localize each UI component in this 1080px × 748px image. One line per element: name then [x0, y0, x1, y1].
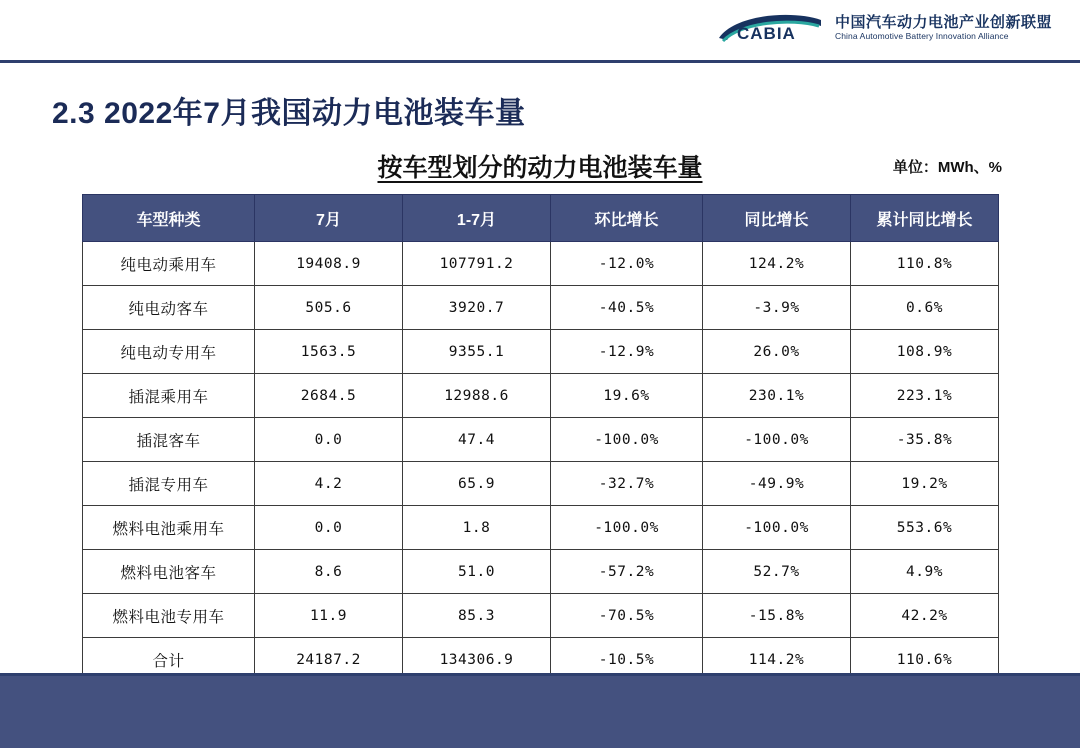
- cell-mom: 19.6%: [551, 374, 703, 418]
- cell-jan-jul: 1.8: [403, 506, 551, 550]
- cell-yoy: -100.0%: [703, 506, 851, 550]
- cell-cumulative: 19.2%: [851, 462, 999, 506]
- brand-logo: [715, 8, 1052, 48]
- table-row: [83, 242, 999, 286]
- column-header-yoy-growth: 同比增长: [703, 195, 851, 242]
- cell-cumulative: 42.2%: [851, 594, 999, 638]
- org-name-en: China Automotive Battery Innovation Alliance: [834, 30, 1009, 41]
- cell-vehicle-type: 纯电动专用车: [83, 330, 255, 374]
- cell-july: 19408.9: [255, 242, 403, 286]
- cell-mom: -100.0%: [551, 418, 703, 462]
- cell-yoy: -3.9%: [703, 286, 851, 330]
- cell-jan-jul: 134306.9: [403, 638, 551, 682]
- cell-vehicle-type: 燃料电池乘用车: [83, 506, 255, 550]
- cell-yoy: -15.8%: [703, 594, 851, 638]
- cell-july: 11.9: [255, 594, 403, 638]
- svg-text:CABIA: CABIA: [736, 24, 796, 43]
- column-header-jan-jul: 1-7月: [403, 195, 551, 242]
- cell-yoy: 52.7%: [703, 550, 851, 594]
- cell-mom: -100.0%: [551, 506, 703, 550]
- cell-jan-jul: 9355.1: [403, 330, 551, 374]
- brand-text: [835, 14, 1052, 41]
- cell-mom: -12.9%: [551, 330, 703, 374]
- footer-band: [0, 676, 1080, 748]
- cell-yoy: 230.1%: [703, 374, 851, 418]
- cell-jan-jul: 107791.2: [403, 242, 551, 286]
- table-row: [83, 594, 999, 638]
- cell-vehicle-type: 插混乘用车: [83, 374, 255, 418]
- org-name-cn: 中国汽车动力电池产业创新联盟: [834, 14, 1052, 32]
- cell-vehicle-type: 合计: [83, 638, 255, 682]
- cell-jan-jul: 85.3: [403, 594, 551, 638]
- cell-jan-jul: 3920.7: [403, 286, 551, 330]
- cell-vehicle-type: 插混客车: [83, 418, 255, 462]
- battery-installation-table: [82, 194, 998, 682]
- cell-vehicle-type: 纯电动客车: [83, 286, 255, 330]
- cell-vehicle-type: 插混专用车: [83, 462, 255, 506]
- cell-jan-jul: 12988.6: [403, 374, 551, 418]
- cabia-logo-icon: [715, 8, 825, 48]
- cell-cumulative: 110.6%: [851, 638, 999, 682]
- table-row: [83, 330, 999, 374]
- cell-jan-jul: 65.9: [403, 462, 551, 506]
- section-subtitle: 按车型划分的动力电池装车量: [377, 154, 703, 182]
- cell-cumulative: 0.6%: [851, 286, 999, 330]
- cell-vehicle-type: 燃料电池客车: [83, 550, 255, 594]
- cell-mom: -40.5%: [551, 286, 703, 330]
- cell-cumulative: 108.9%: [851, 330, 999, 374]
- cell-yoy: -100.0%: [703, 418, 851, 462]
- cell-yoy: 26.0%: [703, 330, 851, 374]
- cell-july: 4.2: [255, 462, 403, 506]
- cell-mom: -70.5%: [551, 594, 703, 638]
- cell-july: 505.6: [255, 286, 403, 330]
- cell-vehicle-type: 燃料电池专用车: [83, 594, 255, 638]
- cell-july: 24187.2: [255, 638, 403, 682]
- cell-jan-jul: 51.0: [403, 550, 551, 594]
- cell-cumulative: 223.1%: [851, 374, 999, 418]
- cell-cumulative: 553.6%: [851, 506, 999, 550]
- column-header-mom-growth: 环比增长: [551, 195, 703, 242]
- table-header-row: [83, 195, 999, 242]
- cell-yoy: -49.9%: [703, 462, 851, 506]
- column-header-vehicle-type: 车型种类: [83, 195, 255, 242]
- cell-cumulative: -35.8%: [851, 418, 999, 462]
- cell-yoy: 124.2%: [703, 242, 851, 286]
- header-divider: [0, 60, 1080, 63]
- column-header-july: 7月: [255, 195, 403, 242]
- cell-mom: -32.7%: [551, 462, 703, 506]
- table-row: [83, 462, 999, 506]
- cell-cumulative: 4.9%: [851, 550, 999, 594]
- cell-mom: -12.0%: [551, 242, 703, 286]
- slide-header: [0, 0, 1080, 60]
- table-row: [83, 374, 999, 418]
- table-row: [83, 286, 999, 330]
- table-row: [83, 550, 999, 594]
- table-row: [83, 506, 999, 550]
- cell-mom: -10.5%: [551, 638, 703, 682]
- page-title: 2.3 2022年7月我国动力电池装车量: [52, 97, 526, 130]
- table-row: [83, 418, 999, 462]
- cell-cumulative: 110.8%: [851, 242, 999, 286]
- cell-mom: -57.2%: [551, 550, 703, 594]
- column-header-cumulative-yoy: 累计同比增长: [851, 195, 999, 242]
- cell-july: 1563.5: [255, 330, 403, 374]
- cell-vehicle-type: 纯电动乘用车: [83, 242, 255, 286]
- cell-jan-jul: 47.4: [403, 418, 551, 462]
- cell-july: 0.0: [255, 506, 403, 550]
- cell-yoy: 114.2%: [703, 638, 851, 682]
- cell-july: 0.0: [255, 418, 403, 462]
- cell-july: 2684.5: [255, 374, 403, 418]
- unit-label: 单位：MWh、%: [892, 159, 1002, 176]
- cell-july: 8.6: [255, 550, 403, 594]
